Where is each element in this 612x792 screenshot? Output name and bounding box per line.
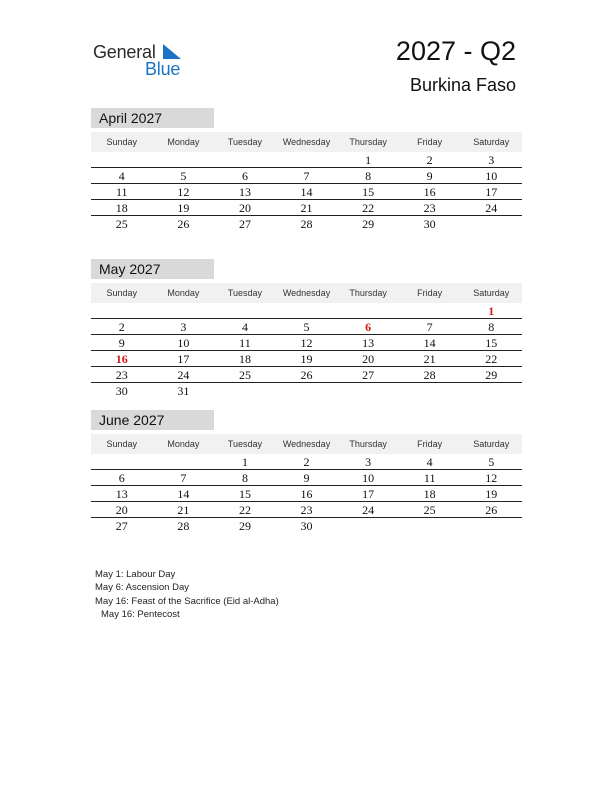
day-cell: 8 [488, 320, 495, 334]
holiday-note: May 16: Feast of the Sacrifice (Eid al-Adha) [95, 595, 279, 607]
day-cell: 26 [485, 503, 498, 517]
day-cell: 22 [485, 352, 498, 366]
day-cell: 11 [239, 336, 251, 350]
day-cell: 20 [115, 503, 128, 517]
weekday-header-row [91, 434, 522, 454]
day-cell [276, 152, 338, 167]
week-row [91, 335, 522, 351]
day-cell [337, 518, 399, 534]
day-cell [460, 518, 522, 534]
logo-general-text: General [93, 42, 156, 62]
day-cell: 15 [485, 336, 498, 350]
day-cell: 17 [362, 487, 375, 501]
week-row [91, 303, 522, 319]
day-cell [399, 303, 461, 318]
day-cell: 13 [115, 487, 128, 501]
day-cell: 29 [362, 217, 375, 231]
day-cell: 27 [115, 519, 128, 533]
day-cell [399, 383, 461, 399]
day-cell [214, 303, 276, 318]
week-row [91, 319, 522, 335]
day-cell: 10 [177, 336, 190, 350]
day-cell: 28 [300, 217, 313, 231]
weekday-label: Sunday [106, 288, 138, 298]
week-row [91, 486, 522, 502]
day-cell: 1 [365, 153, 372, 167]
weekday-label: Monday [167, 439, 200, 449]
weekday-label: Saturday [473, 137, 510, 147]
month-calendar [91, 108, 522, 232]
day-cell: 22 [238, 503, 251, 517]
day-cell: 12 [300, 336, 313, 350]
day-cell: 14 [423, 336, 436, 350]
week-row [91, 168, 522, 184]
day-cell: 10 [362, 471, 375, 485]
day-cell: 4 [241, 320, 248, 334]
day-cell: 18 [238, 352, 251, 366]
day-cell: 11 [116, 185, 128, 199]
month-label: May 2027 [91, 259, 214, 279]
weekday-label: Tuesday [227, 288, 263, 298]
day-cell [91, 152, 153, 167]
day-cell: 14 [300, 185, 313, 199]
day-cell: 4 [426, 455, 433, 469]
day-cell: 30 [300, 519, 313, 533]
day-cell: 12 [485, 471, 498, 485]
weekday-label: Friday [417, 137, 443, 147]
weekday-label: Monday [167, 288, 200, 298]
day-cell: 9 [303, 471, 310, 485]
day-cell [460, 383, 522, 399]
day-cell [153, 152, 215, 167]
day-cell: 6 [241, 169, 248, 183]
day-cell: 26 [177, 217, 190, 231]
day-cell [399, 518, 461, 534]
day-cell: 6 [118, 471, 125, 485]
day-cell: 24 [362, 503, 375, 517]
weekday-label: Wednesday [282, 288, 331, 298]
day-cell: 25 [423, 503, 436, 517]
day-cell: 25 [238, 368, 251, 382]
month-label: April 2027 [91, 108, 214, 128]
day-cell [337, 383, 399, 399]
day-cell: 3 [488, 153, 495, 167]
week-row [91, 383, 522, 399]
weekday-label: Tuesday [227, 137, 263, 147]
day-cell: 20 [362, 352, 375, 366]
day-cell: 13 [238, 185, 251, 199]
logo-triangle-icon [161, 44, 181, 60]
day-cell: 9 [426, 169, 433, 183]
day-cell: 19 [177, 201, 190, 215]
day-cell: 2 [426, 153, 433, 167]
day-cell: 1 [488, 304, 495, 318]
day-cell: 7 [303, 169, 310, 183]
weekday-label: Thursday [349, 137, 387, 147]
weekday-label: Wednesday [282, 439, 331, 449]
day-cell: 5 [303, 320, 310, 334]
day-cell: 23 [115, 368, 128, 382]
day-cell: 10 [485, 169, 498, 183]
week-row [91, 216, 522, 232]
country-name: Burkina Faso [409, 75, 516, 95]
day-cell: 28 [423, 368, 436, 382]
week-row [91, 200, 522, 216]
week-row [91, 470, 522, 486]
week-row [91, 518, 522, 534]
day-cell: 20 [238, 201, 251, 215]
day-cell: 7 [180, 471, 187, 485]
day-cell [214, 383, 276, 399]
day-cell [91, 303, 153, 318]
day-cell: 21 [423, 352, 436, 366]
weekday-label: Thursday [349, 439, 387, 449]
day-cell: 1 [241, 455, 248, 469]
day-cell: 8 [241, 471, 248, 485]
day-cell: 17 [485, 185, 498, 199]
day-cell: 16 [115, 352, 128, 366]
day-cell: 22 [362, 201, 375, 215]
weekday-label: Saturday [473, 439, 510, 449]
day-cell: 15 [362, 185, 375, 199]
holiday-note: May 6: Ascension Day [95, 582, 189, 594]
week-row [91, 152, 522, 168]
day-cell: 30 [115, 384, 128, 398]
month-calendar [91, 410, 522, 534]
day-cell: 23 [300, 503, 313, 517]
day-cell: 28 [177, 519, 190, 533]
day-cell: 19 [485, 487, 498, 501]
day-cell: 16 [423, 185, 436, 199]
day-cell [153, 454, 215, 469]
week-row [91, 502, 522, 518]
day-cell: 17 [177, 352, 190, 366]
holiday-note: May 16: Pentecost [101, 608, 180, 620]
day-cell: 27 [238, 217, 251, 231]
day-cell: 16 [300, 487, 313, 501]
day-cell: 9 [118, 336, 125, 350]
generalblue-logo [93, 40, 193, 80]
day-cell: 15 [238, 487, 251, 501]
day-cell [276, 383, 338, 399]
day-cell: 21 [300, 201, 313, 215]
weekday-label: Sunday [106, 137, 138, 147]
day-cell: 21 [177, 503, 190, 517]
day-cell [337, 303, 399, 318]
week-row [91, 184, 522, 200]
day-cell [91, 454, 153, 469]
holiday-note: May 1: Labour Day [95, 569, 176, 580]
day-cell: 13 [362, 336, 375, 350]
day-cell: 23 [423, 201, 436, 215]
weekday-label: Friday [417, 288, 443, 298]
day-cell: 7 [426, 320, 433, 334]
day-cell: 18 [115, 201, 128, 215]
day-cell: 18 [423, 487, 436, 501]
day-cell: 27 [362, 368, 375, 382]
day-cell: 24 [177, 368, 190, 382]
day-cell: 31 [177, 384, 190, 398]
day-cell: 25 [115, 217, 128, 231]
day-cell: 5 [180, 169, 187, 183]
day-cell: 24 [485, 201, 498, 215]
day-cell [214, 152, 276, 167]
month-calendar [91, 259, 522, 399]
day-cell: 5 [488, 455, 495, 469]
day-cell: 19 [300, 352, 313, 366]
day-cell: 3 [180, 320, 187, 334]
logo-blue-text: Blue [145, 59, 181, 79]
day-cell [153, 303, 215, 318]
week-row [91, 454, 522, 470]
page-title: 2027 - Q2 [395, 36, 516, 66]
weekday-label: Friday [417, 439, 443, 449]
weekday-label: Sunday [106, 439, 138, 449]
month-label: June 2027 [91, 410, 214, 430]
day-cell [460, 216, 522, 232]
day-cell: 3 [365, 455, 372, 469]
day-cell: 26 [300, 368, 313, 382]
weekday-label: Tuesday [227, 439, 263, 449]
weekday-label: Wednesday [282, 137, 331, 147]
weekday-header-row [91, 283, 522, 303]
day-cell: 11 [423, 471, 436, 485]
day-cell: 2 [118, 320, 125, 334]
day-cell: 12 [177, 185, 190, 199]
weekday-label: Saturday [473, 288, 510, 298]
day-cell: 30 [423, 217, 436, 231]
day-cell [276, 303, 338, 318]
week-row [91, 351, 522, 367]
day-cell: 29 [485, 368, 498, 382]
week-row [91, 367, 522, 383]
day-cell: 8 [365, 169, 372, 183]
day-cell: 4 [118, 169, 125, 183]
weekday-label: Monday [167, 137, 200, 147]
day-cell: 29 [238, 519, 251, 533]
holiday-notes [95, 568, 279, 621]
day-cell: 14 [177, 487, 190, 501]
weekday-label: Thursday [349, 288, 387, 298]
day-cell: 2 [303, 455, 310, 469]
weekday-header-row [91, 132, 522, 152]
day-cell: 6 [365, 320, 372, 334]
